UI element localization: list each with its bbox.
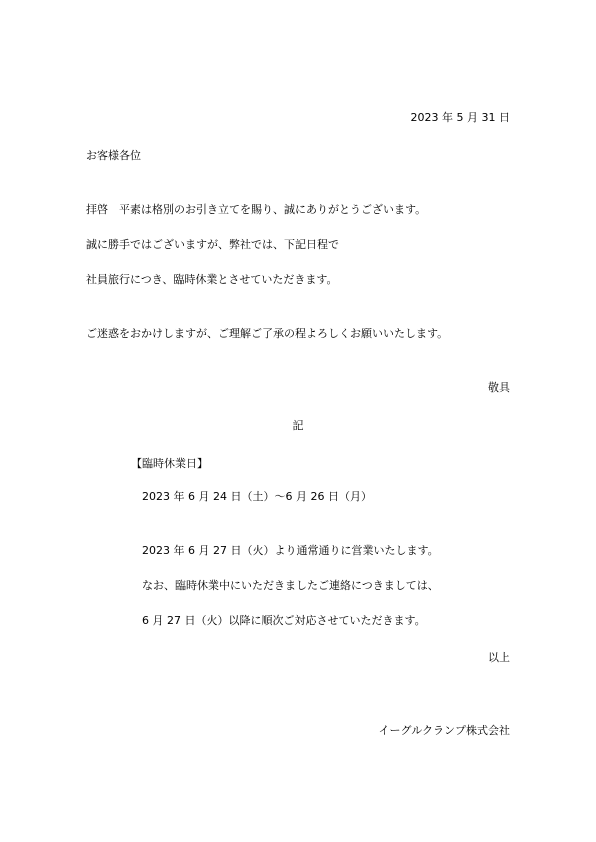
business-resume-line: 2023 年 6 月 27 日（火）より通常通りに営業いたします。 xyxy=(142,544,439,557)
holiday-label: 【臨時休業日】 xyxy=(131,457,208,470)
recipient-salutation: お客様各位 xyxy=(86,149,141,162)
closing-word: 敬具 xyxy=(488,381,510,394)
company-name: イーグルクランプ株式会社 xyxy=(378,724,510,737)
end-mark: 以上 xyxy=(488,651,510,664)
announcement-line-2: 社員旅行につき、臨時休業とさせていただきます。 xyxy=(86,273,338,286)
notes-heading: 記 xyxy=(292,419,304,432)
apology-line: ご迷惑をおかけしますが、ご理解ご了承の程よろしくお願いいたします。 xyxy=(86,327,449,340)
contact-note-line-1: なお、臨時休業中にいただきましたご連絡につきましては、 xyxy=(142,579,439,592)
announcement-line-1: 誠に勝手ではございますが、弊社では、下記日程で xyxy=(86,238,339,251)
contact-note-line-2: 6 月 27 日（火）以降に順次ご対応させていただきます。 xyxy=(142,614,426,627)
holiday-dates: 2023 年 6 月 24 日（土）〜6 月 26 日（月） xyxy=(142,490,372,503)
document-date: 2023 年 5 月 31 日 xyxy=(410,111,510,124)
opening-greeting: 拝啓 平素は格別のお引き立てを賜り、誠にありがとうございます。 xyxy=(86,203,427,216)
